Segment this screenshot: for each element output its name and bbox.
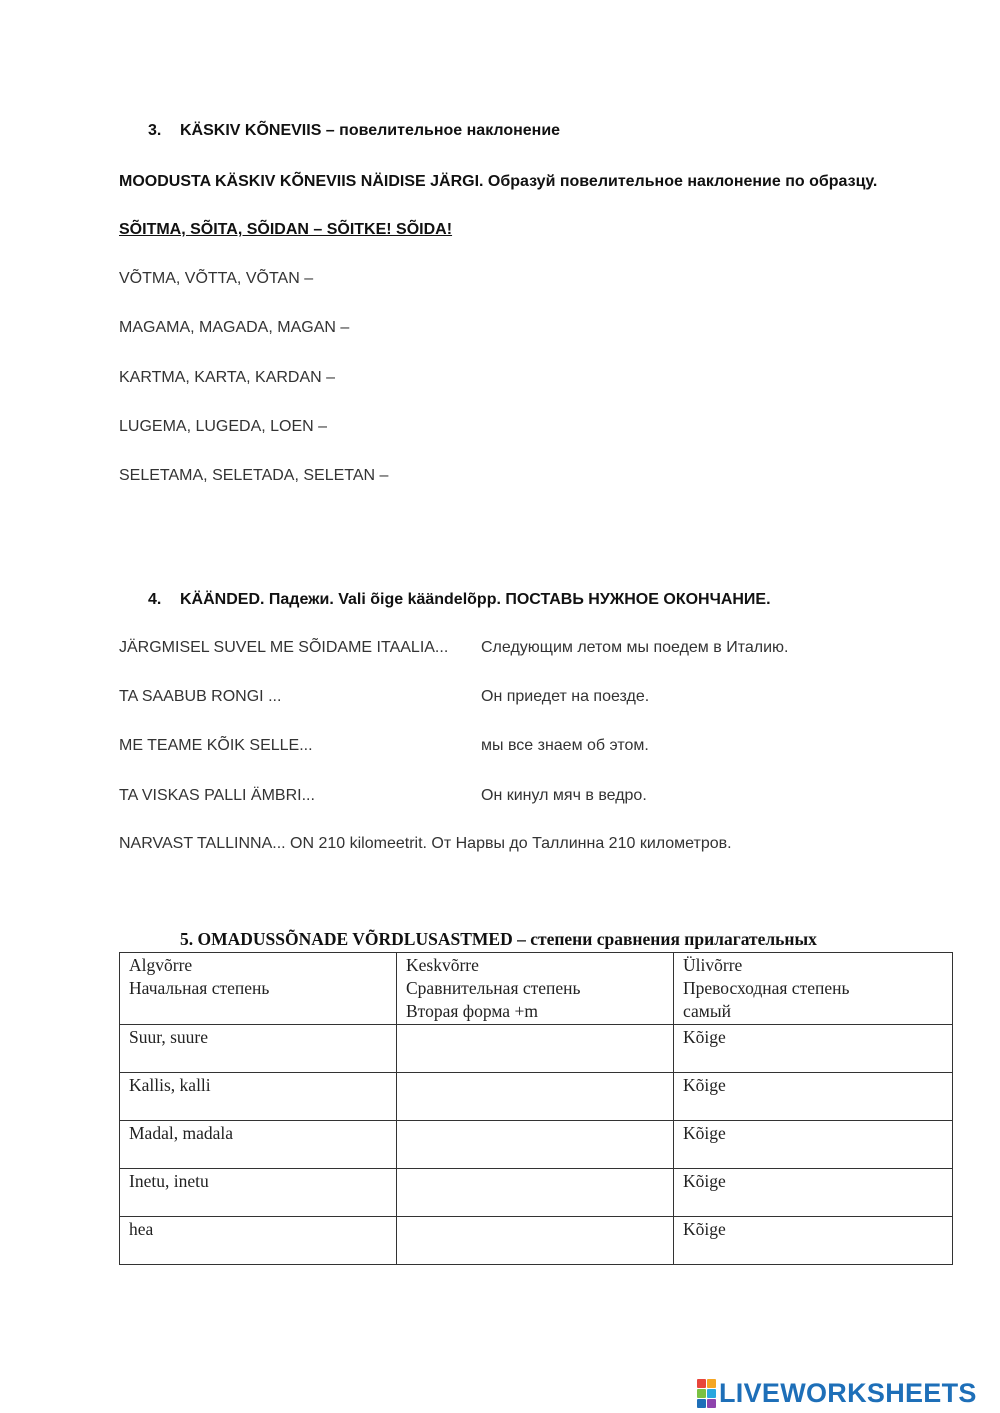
section4-title: KÄÄNDED. Падежи. Vali õige käändelõpp. ПОСТАВЬ НУЖНОЕ ОКОНЧАНИЕ. — [180, 591, 771, 608]
section3-number: 3. — [148, 122, 162, 139]
logo-square — [697, 1389, 706, 1398]
section3-item: KARTMA, KARTA, KARDAN – — [119, 369, 336, 386]
section4-item-estonian: TA SAABUB RONGI ... — [119, 688, 282, 705]
superlative-answer-cell[interactable]: Kõige — [674, 1025, 953, 1073]
base-form-cell: hea — [120, 1217, 397, 1265]
header-line: Ülivõrre — [683, 955, 743, 975]
table-row — [120, 1073, 953, 1121]
header-line: Вторая форма +m — [406, 1001, 538, 1021]
header-line: Начальная степень — [129, 978, 270, 998]
comparative-answer-cell[interactable] — [397, 1073, 674, 1121]
comparative-answer-cell[interactable] — [397, 1169, 674, 1217]
liveworksheets-logo[interactable] — [697, 1378, 977, 1408]
base-form-cell: Suur, suure — [120, 1025, 397, 1073]
comparative-answer-cell[interactable] — [397, 1025, 674, 1073]
superlative-answer-cell[interactable]: Kõige — [674, 1121, 953, 1169]
logo-text: LIVEWORKSHEETS — [719, 1377, 977, 1408]
comparative-answer-cell[interactable] — [397, 1121, 674, 1169]
section4-item-russian: Он приедет на поезде. — [481, 688, 650, 705]
section4-item-estonian: JÄRGMISEL SUVEL ME SÕIDAME ITAALIA... — [119, 639, 449, 656]
comparative-answer-cell[interactable] — [397, 1217, 674, 1265]
header-cell-comparative — [397, 953, 674, 1025]
section4-number: 4. — [148, 591, 162, 608]
base-form-cell: Inetu, inetu — [120, 1169, 397, 1217]
table-row — [120, 1169, 953, 1217]
logo-square — [707, 1399, 716, 1408]
table-row — [120, 1121, 953, 1169]
logo-square — [697, 1399, 706, 1408]
header-cell-superlative — [674, 953, 953, 1025]
header-cell-base — [120, 953, 397, 1025]
section4-item-estonian: TA VISKAS PALLI ÄMBRI... — [119, 787, 315, 804]
superlative-answer-cell[interactable]: Kõige — [674, 1217, 953, 1265]
section3-example: SÕITMA, SÕITA, SÕIDAN – SÕITKE! SÕIDA! — [119, 221, 453, 238]
header-line: самый — [683, 1001, 731, 1021]
section3-item: VÕTMA, VÕTTA, VÕTAN – — [119, 270, 314, 287]
table-header-row — [120, 953, 953, 1025]
section3-instruction: MOODUSTA KÄSKIV KÕNEVIIS NÄIDISE JÄRGI. Образуй повелительное наклонение по образцу. — [119, 173, 878, 190]
section3-item: MAGAMA, MAGADA, MAGAN – — [119, 319, 350, 336]
header-line: Algvõrre — [129, 955, 193, 975]
table-row — [120, 1217, 953, 1265]
section4-last-line: NARVAST TALLINNA... ON 210 kilomeetrit. От Нарвы до Таллинна 210 километров. — [119, 835, 732, 852]
base-form-cell: Kallis, kalli — [120, 1073, 397, 1121]
logo-square — [707, 1389, 716, 1398]
liveworksheets-logo-icon — [697, 1379, 716, 1408]
header-line: Сравнительная степень — [406, 978, 581, 998]
section3-item: SELETAMA, SELETADA, SELETAN – — [119, 467, 389, 484]
section4-item-russian: Он кинул мяч в ведро. — [481, 787, 647, 804]
section4-item-russian: мы все знаем об этом. — [481, 737, 649, 754]
section3-item: LUGEMA, LUGEDA, LOEN – — [119, 418, 328, 435]
section4-item-russian: Следующим летом мы поедем в Италию. — [481, 639, 789, 656]
superlative-answer-cell[interactable]: Kõige — [674, 1169, 953, 1217]
base-form-cell: Madal, madala — [120, 1121, 397, 1169]
table-row — [120, 1025, 953, 1073]
logo-square — [697, 1379, 706, 1388]
section4-item-estonian: ME TEAME KÕIK SELLE... — [119, 737, 313, 754]
superlative-answer-cell[interactable]: Kõige — [674, 1073, 953, 1121]
comparison-table — [119, 952, 953, 1265]
header-line: Keskvõrre — [406, 955, 479, 975]
logo-square — [707, 1379, 716, 1388]
section3-title: KÄSKIV KÕNEVIIS – повелительное наклонение — [180, 122, 561, 139]
header-line: Превосходная степень — [683, 978, 850, 998]
section5-title: 5. OMADUSSÕNADE VÕRDLUSASTMED – степени сравнения прилагательных — [180, 929, 817, 949]
